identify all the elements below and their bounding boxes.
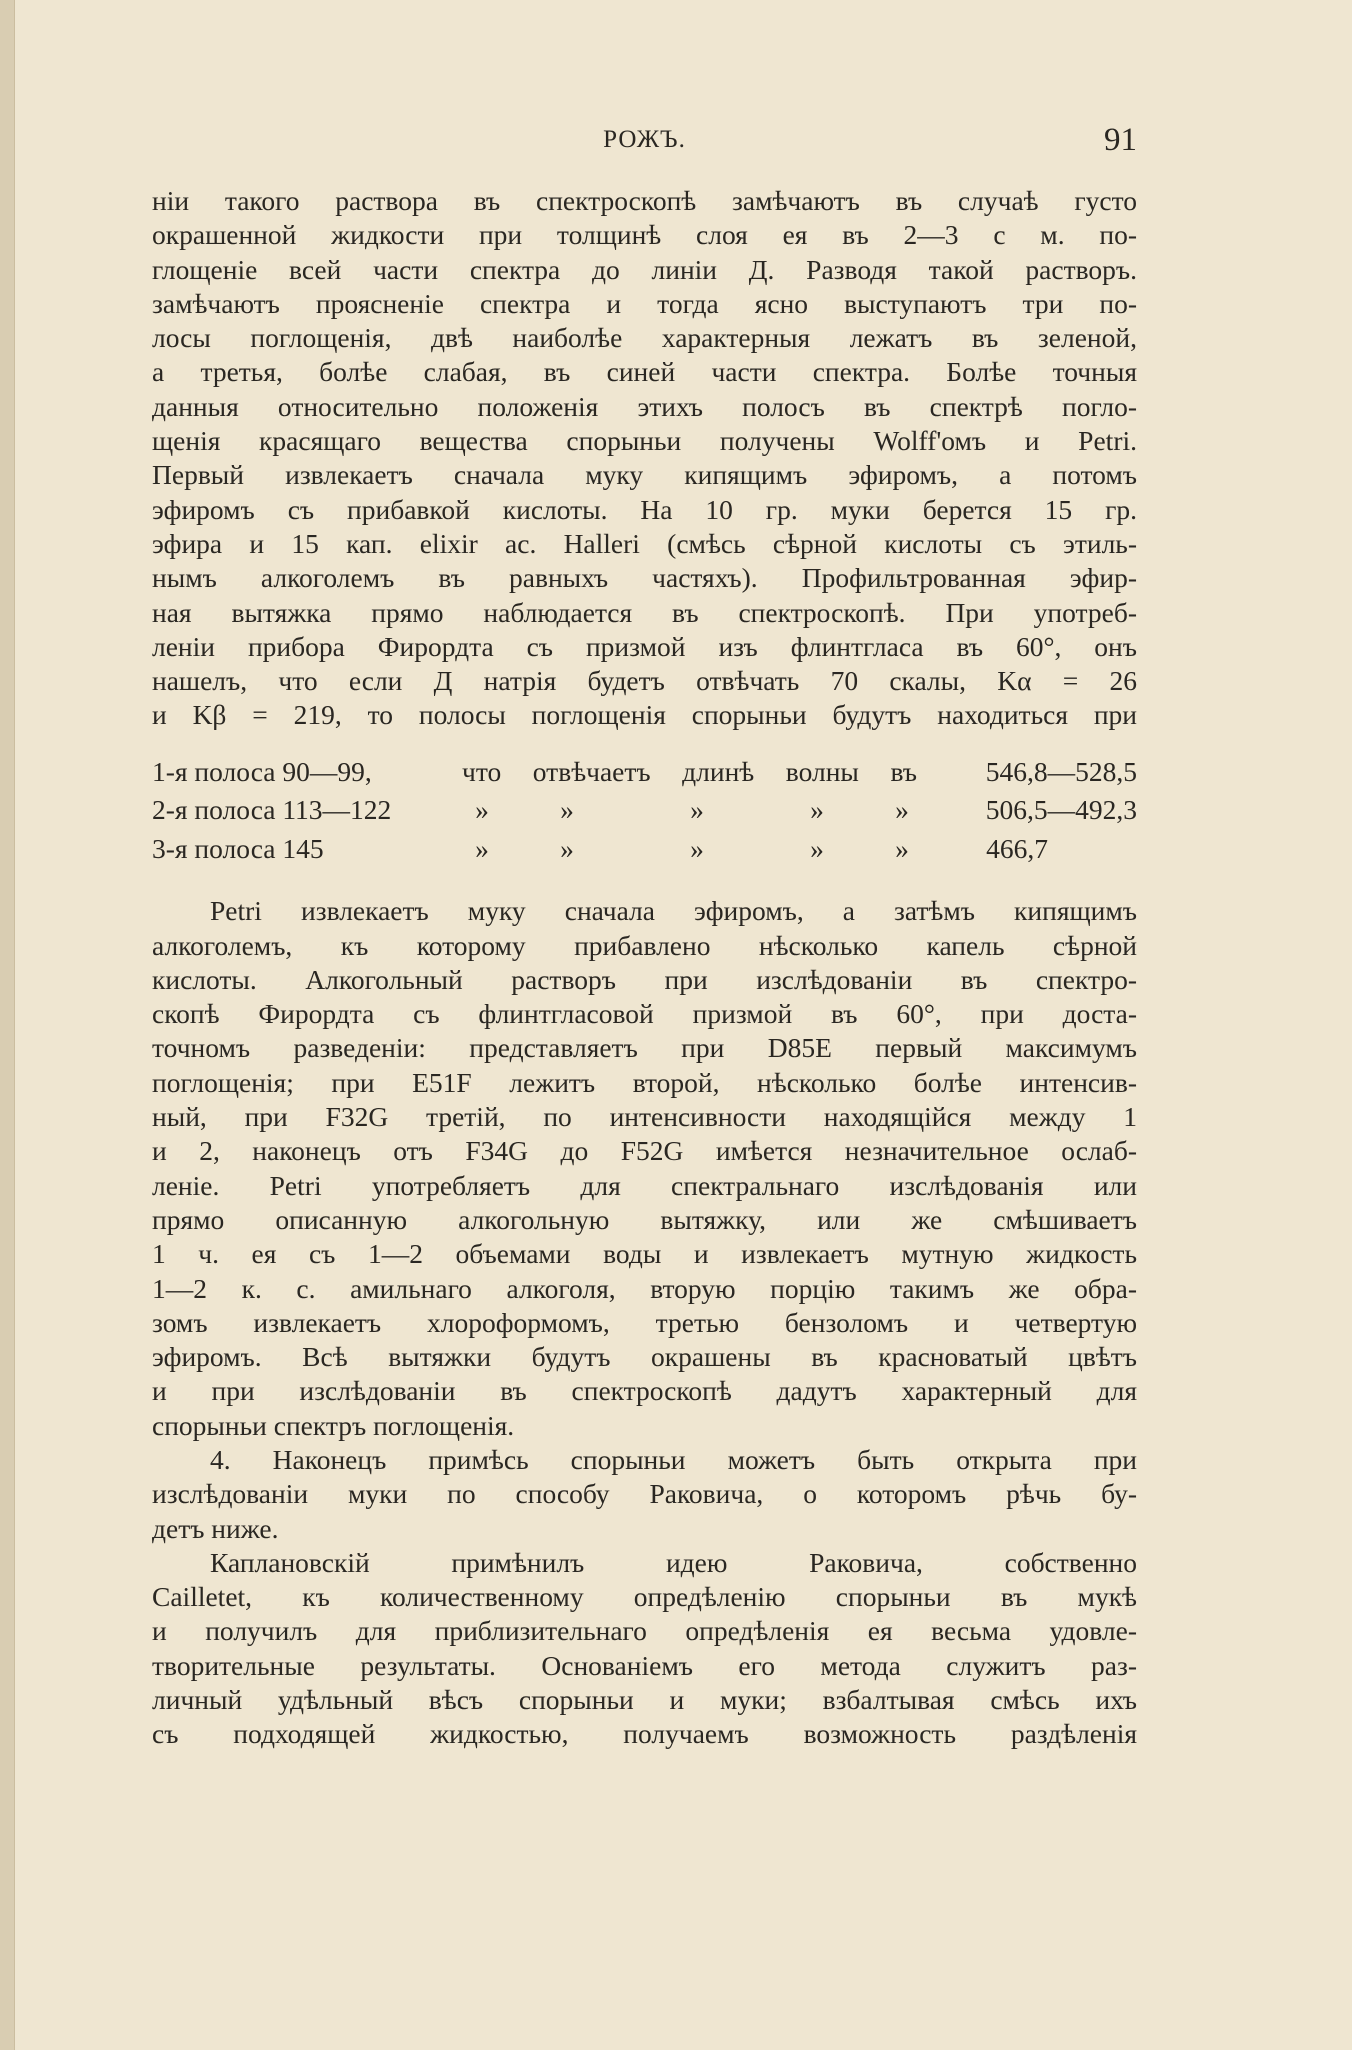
text-line: кислоты. Алкогольный растворъ при изслѣдованіи въ спектро- (152, 963, 1137, 995)
text-line: щенія красящаго вещества спорыньи получены Wolff'омъ и Petri. (152, 425, 1137, 457)
text-line: лосы поглощенія, двѣ наиболѣе характерныя лежатъ въ зеленой, (152, 322, 1137, 354)
text-line: данныя относительно положенія этихъ полосъ въ спектрѣ погло- (152, 390, 1137, 422)
text-line: Первый извлекаетъ сначала муку кипящимъ эфиромъ, а потомъ (152, 459, 1137, 491)
paragraph-4 (152, 1546, 1137, 1752)
text-line: прямо описанную алкогольную вытяжку, или же смѣшиваетъ (152, 1203, 1137, 1235)
ditto-mark: » (475, 832, 489, 864)
band-wavelength: 466,7 (986, 832, 1048, 864)
band-label: 2-я полоса 113—122 (152, 794, 392, 826)
band-row-3 (152, 832, 1137, 871)
text-line: 1—2 к. с. амильнаго алкоголя, вторую порцію такимъ же обра- (152, 1272, 1137, 1304)
text-line: эфира и 15 кап. elixir ac. Halleri (смѣсь сѣрной кислоты съ этиль- (152, 527, 1137, 559)
text-line: точномъ разведеніи: представляетъ при D85E первый максимумъ (152, 1032, 1137, 1064)
text-line: детъ ниже. (152, 1512, 279, 1544)
band-label: 1-я полоса 90—99, (152, 755, 372, 787)
text-line: Cailletet, къ количественному опредѣленію спорыньи въ мукѣ (152, 1581, 1137, 1613)
text-line: леніе. Petri употребляетъ для спектральнаго изслѣдованія или (152, 1169, 1137, 1201)
page-binding-edge (0, 0, 15, 2050)
band-wavelength: 546,8—528,5 (985, 755, 1137, 787)
text-line: эфиромъ. Всѣ вытяжки будутъ окрашены въ красноватый цвѣтъ (152, 1341, 1137, 1373)
text-line: личный удѣльный вѣсъ спорыньи и муки; взбалтывая смѣсь ихъ (152, 1684, 1137, 1716)
band-row-1 (152, 755, 1137, 794)
text-line: зомъ извлекаетъ хлороформомъ, третью бензоломъ и четвертую (152, 1306, 1137, 1338)
text-line: изслѣдованіи муки по способу Раковича, о которомъ рѣчь бу- (152, 1478, 1137, 1510)
ditto-mark: » (475, 794, 489, 826)
text-line: и 2, наконецъ отъ F34G до F52G имѣется незначительное ослаб- (152, 1135, 1137, 1167)
ditto-mark: » (560, 794, 574, 826)
text-line: Каплановскій примѣнилъ идею Раковича, собственно (210, 1546, 1137, 1578)
ditto-mark: » (690, 832, 704, 864)
text-line: эфиромъ съ прибавкой кислоты. На 10 гр. муки берется 15 гр. (152, 493, 1137, 525)
body-text (152, 184, 1137, 1752)
text-line: нашелъ, что если Д натрія будетъ отвѣчать 70 скалы, Kα = 26 (152, 665, 1137, 697)
text-line: ніи такого раствора въ спектроскопѣ замѣчаютъ въ случаѣ густо (152, 185, 1137, 216)
text-line: скопѣ Фирордта съ флинтгласовой призмой въ 60°, при доста- (152, 998, 1137, 1030)
ditto-mark: » (560, 832, 574, 864)
paragraph-1 (152, 184, 1137, 733)
band-description: что отвѣчаетъ длинѣ волны въ (462, 755, 917, 787)
text-line: и Kβ = 219, то полосы поглощенія спорыньи будутъ находиться при (152, 699, 1137, 731)
ditto-mark: » (810, 794, 824, 826)
text-line: съ подходящей жидкостью, получаемъ возможность раздѣленія (152, 1718, 1137, 1750)
page-number: 91 (1104, 122, 1137, 158)
text-line: а третья, болѣе слабая, въ синей части спектра. Болѣе точныя (152, 356, 1137, 388)
ditto-mark: » (690, 794, 704, 826)
running-head: РОЖЪ. (603, 126, 686, 153)
text-line: окрашенной жидкости при толщинѣ слоя ея въ 2—3 с м. по- (152, 219, 1137, 251)
text-line: ная вытяжка прямо наблюдается въ спектроскопѣ. При употреб- (152, 596, 1137, 628)
text-line: алкоголемъ, къ которому прибавлено нѣсколько капель сѣрной (152, 929, 1137, 961)
text-line: замѣчаютъ проясненіе спектра и тогда ясно выступаютъ три по- (152, 287, 1137, 319)
ditto-mark: » (810, 832, 824, 864)
text-line: ный, при F32G третій, по интенсивности находящійся между 1 (152, 1101, 1137, 1133)
text-line: глощеніе всей части спектра до линіи Д. Разводя такой растворъ. (152, 253, 1137, 285)
text-line: спорыньи спектръ поглощенія. (152, 1409, 515, 1441)
text-line: 4. Наконецъ примѣсь спорыньи можетъ быть открыта при (210, 1444, 1137, 1475)
ditto-mark: » (895, 794, 909, 826)
paragraph-3 (152, 1443, 1137, 1546)
text-line: нымъ алкоголемъ въ равныхъ частяхъ). Профильтрованная эфир- (152, 562, 1137, 594)
text-line: поглощенія; при E51F лежитъ второй, нѣсколько болѣе интенсив- (152, 1066, 1137, 1098)
page-header (152, 122, 1137, 166)
text-line: Petri извлекаетъ муку сначала эфиромъ, а затѣмъ кипящимъ (210, 895, 1137, 927)
text-line: 1 ч. ея съ 1—2 объемами воды и извлекаетъ мутную жидкость (152, 1238, 1137, 1270)
band-label: 3-я полоса 145 (152, 832, 324, 864)
text-line: и получилъ для приблизительнаго опредѣленія ея весьма удовле- (152, 1615, 1137, 1647)
band-wavelength: 506,5—492,3 (985, 794, 1137, 826)
paragraph-2 (152, 894, 1137, 1443)
text-line: леніи прибора Фирордта съ призмой изъ флинтгласа въ 60°, онъ (152, 630, 1137, 662)
text-line: и при изслѣдованіи въ спектроскопѣ дадутъ характерный для (152, 1375, 1137, 1407)
ditto-mark: » (895, 832, 909, 864)
text-line: творительные результаты. Основаніемъ его метода служитъ раз- (152, 1649, 1137, 1681)
absorption-bands-table (152, 755, 1137, 871)
band-row-2 (152, 793, 1137, 832)
